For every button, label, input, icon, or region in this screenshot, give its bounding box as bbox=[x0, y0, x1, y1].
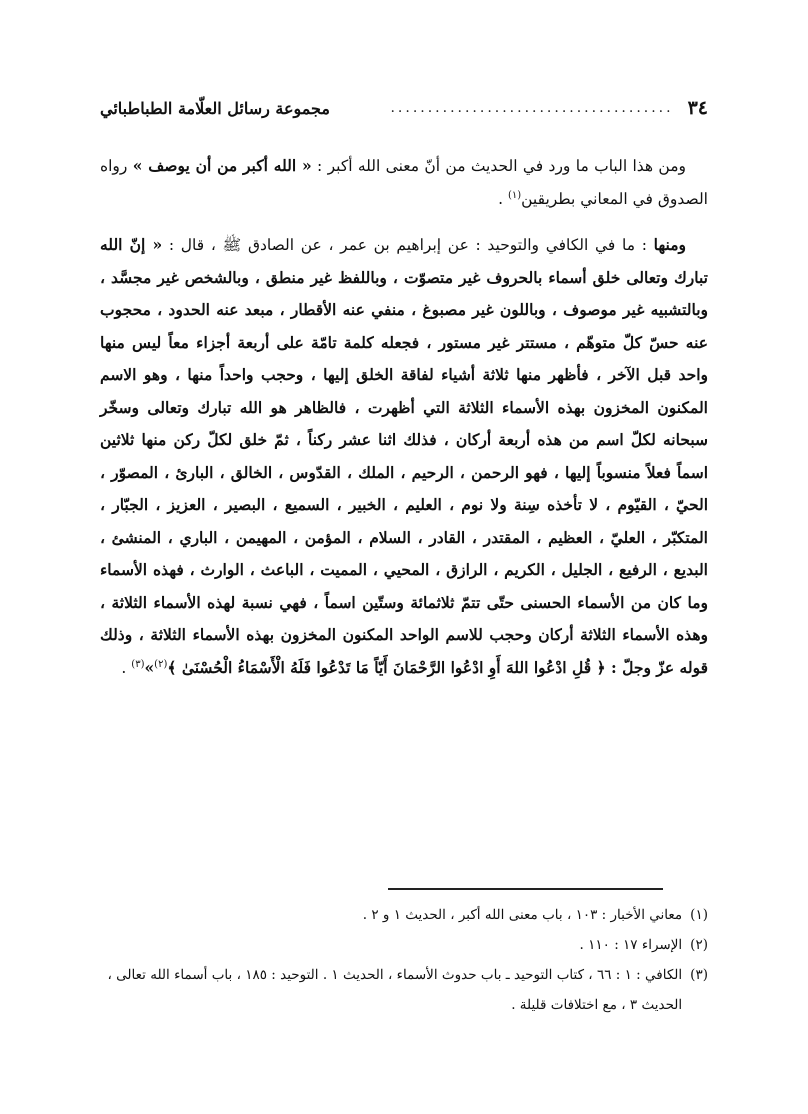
paragraph-2-intro: : ما في الكافي والتوحيد : عن إبراهيم بن عمر ، عن الصادق ﷺ ، قال : bbox=[168, 236, 654, 254]
paragraph-1-end: . bbox=[498, 189, 508, 208]
paragraph-1-text-2: رواه الصدوق في المعاني بطريقين bbox=[100, 157, 708, 208]
header-leader-dots: ...................................... bbox=[390, 100, 674, 116]
paragraph-1-text-1: ومن هذا الباب ما ورد في الحديث من أنّ معنى الله أكبر : bbox=[311, 157, 687, 175]
footnotes bbox=[100, 900, 708, 1020]
footnote-number: (٢) bbox=[690, 937, 708, 953]
footnote-1 bbox=[100, 900, 708, 930]
main-text bbox=[100, 150, 708, 698]
paragraph-2-lead: ومنها bbox=[653, 235, 686, 254]
footnote-text: الإسراء ١٧ : ١١٠ . bbox=[579, 937, 683, 953]
paragraph-1 bbox=[100, 150, 708, 215]
footnote-ref-3: (٣) bbox=[131, 658, 145, 670]
footnote-ref-2: (٢) bbox=[154, 658, 168, 670]
footnote-3 bbox=[100, 960, 708, 1020]
footnote-2 bbox=[100, 930, 708, 960]
running-header bbox=[100, 88, 708, 128]
footnote-number: (١) bbox=[690, 907, 708, 923]
paragraph-2-end: . bbox=[121, 658, 132, 677]
page-number: ٣٤ bbox=[687, 97, 708, 119]
footnote-divider bbox=[388, 888, 663, 890]
hadith-quote: « إنّ الله تبارك وتعالى خلق أسماء بالحروف غير متصوّت ، وباللفظ غير منطق ، وبالشخص غير مجسَّد ، وبالتشبيه غير موصوف ، وباللون غير مصبوغ ، منفي عنه الأقطار ، مبعد عنه الحدود ، محجوب عنه حسّ كلّ متوهّم ، مستتر غير مستور ، فجعله كلمة تامّة على أربعة أجزاء معاً ليس منها واحد قبل الآخر ، فأظهر منها ثلاثة أشياء لفاقة الخلق إليها ، وحجب واحداً منها ، وهو الاسم المكنون المخزون بهذه الأسماء الثلاثة التي أظهرت ، فالظاهر هو الله تبارك وتعالى وسخّر سبحانه لكلّ اسم من هذه أربعة أركان ، فذلك اثنا عشر ركناً ، ثمّ خلق لكلّ ركن منها ثلاثين اسماً فعلاً منسوباً إليها ، فهو الرحمن ، الرحيم ، الملك ، القدّوس ، الخالق ، البارئ ، المصوّر ، الحيّ ، القيّوم ، لا تأخذه سِنة ولا نوم ، العليم ، الخبير ، السميع ، البصير ، العزيز ، الجبّار ، المتكبّر ، العليّ ، العظيم ، المقتدر ، القادر ، السلام ، المؤمن ، المهيمن ، الباري ، المنشئ ، البديع ، الرفيع ، الجليل ، الكريم ، الرازق ، المحيي ، المميت ، الباعث ، الوارث ، فهذه الأسماء وما كان من الأسماء الحسنى حتّى تتمّ ثلاثمائة وستّين اسماً ، فهي نسبة لهذه الأسماء الثلاثة ، وهذه الأسماء الثلاثة أركان وحجب للاسم الواحد المكنون المخزون بهذه الأسماء الثلاثة ، وذلك قوله عزّ وجلّ : ﴿ قُلِ ادْعُوا اللهَ أَوِ ادْعُوا الرَّحْمَانَ أَيّاً مَا تَدْعُوا فَلَهُ الْأَسْمَاءُ الْحُسْنَىٰ ﴾ bbox=[100, 235, 708, 677]
footnote-ref-1: (١) bbox=[507, 189, 522, 201]
paragraph-2 bbox=[100, 229, 708, 684]
footnote-text: معاني الأخبار : ١٠٣ ، باب معنى الله أكبر ، الحديث ١ و ٢ . bbox=[362, 907, 683, 923]
footnote-number: (٣) bbox=[690, 967, 708, 983]
book-title: مجموعة رسائل العلّامة الطباطبائي bbox=[100, 98, 330, 118]
hadith-quote-allah-akbar: « الله أكبر من أن يوصف » bbox=[132, 156, 312, 175]
hadith-quote-close: » bbox=[144, 657, 155, 677]
footnote-text: الكافي : ١ : ٦٦ ، كتاب التوحيد ـ باب حدوث الأسماء ، الحديث ١ . التوحيد : ١٨٥ ، باب أسماء الله تعالى ، الحديث ٣ ، مع اختلافات قليلة . bbox=[107, 967, 683, 1013]
